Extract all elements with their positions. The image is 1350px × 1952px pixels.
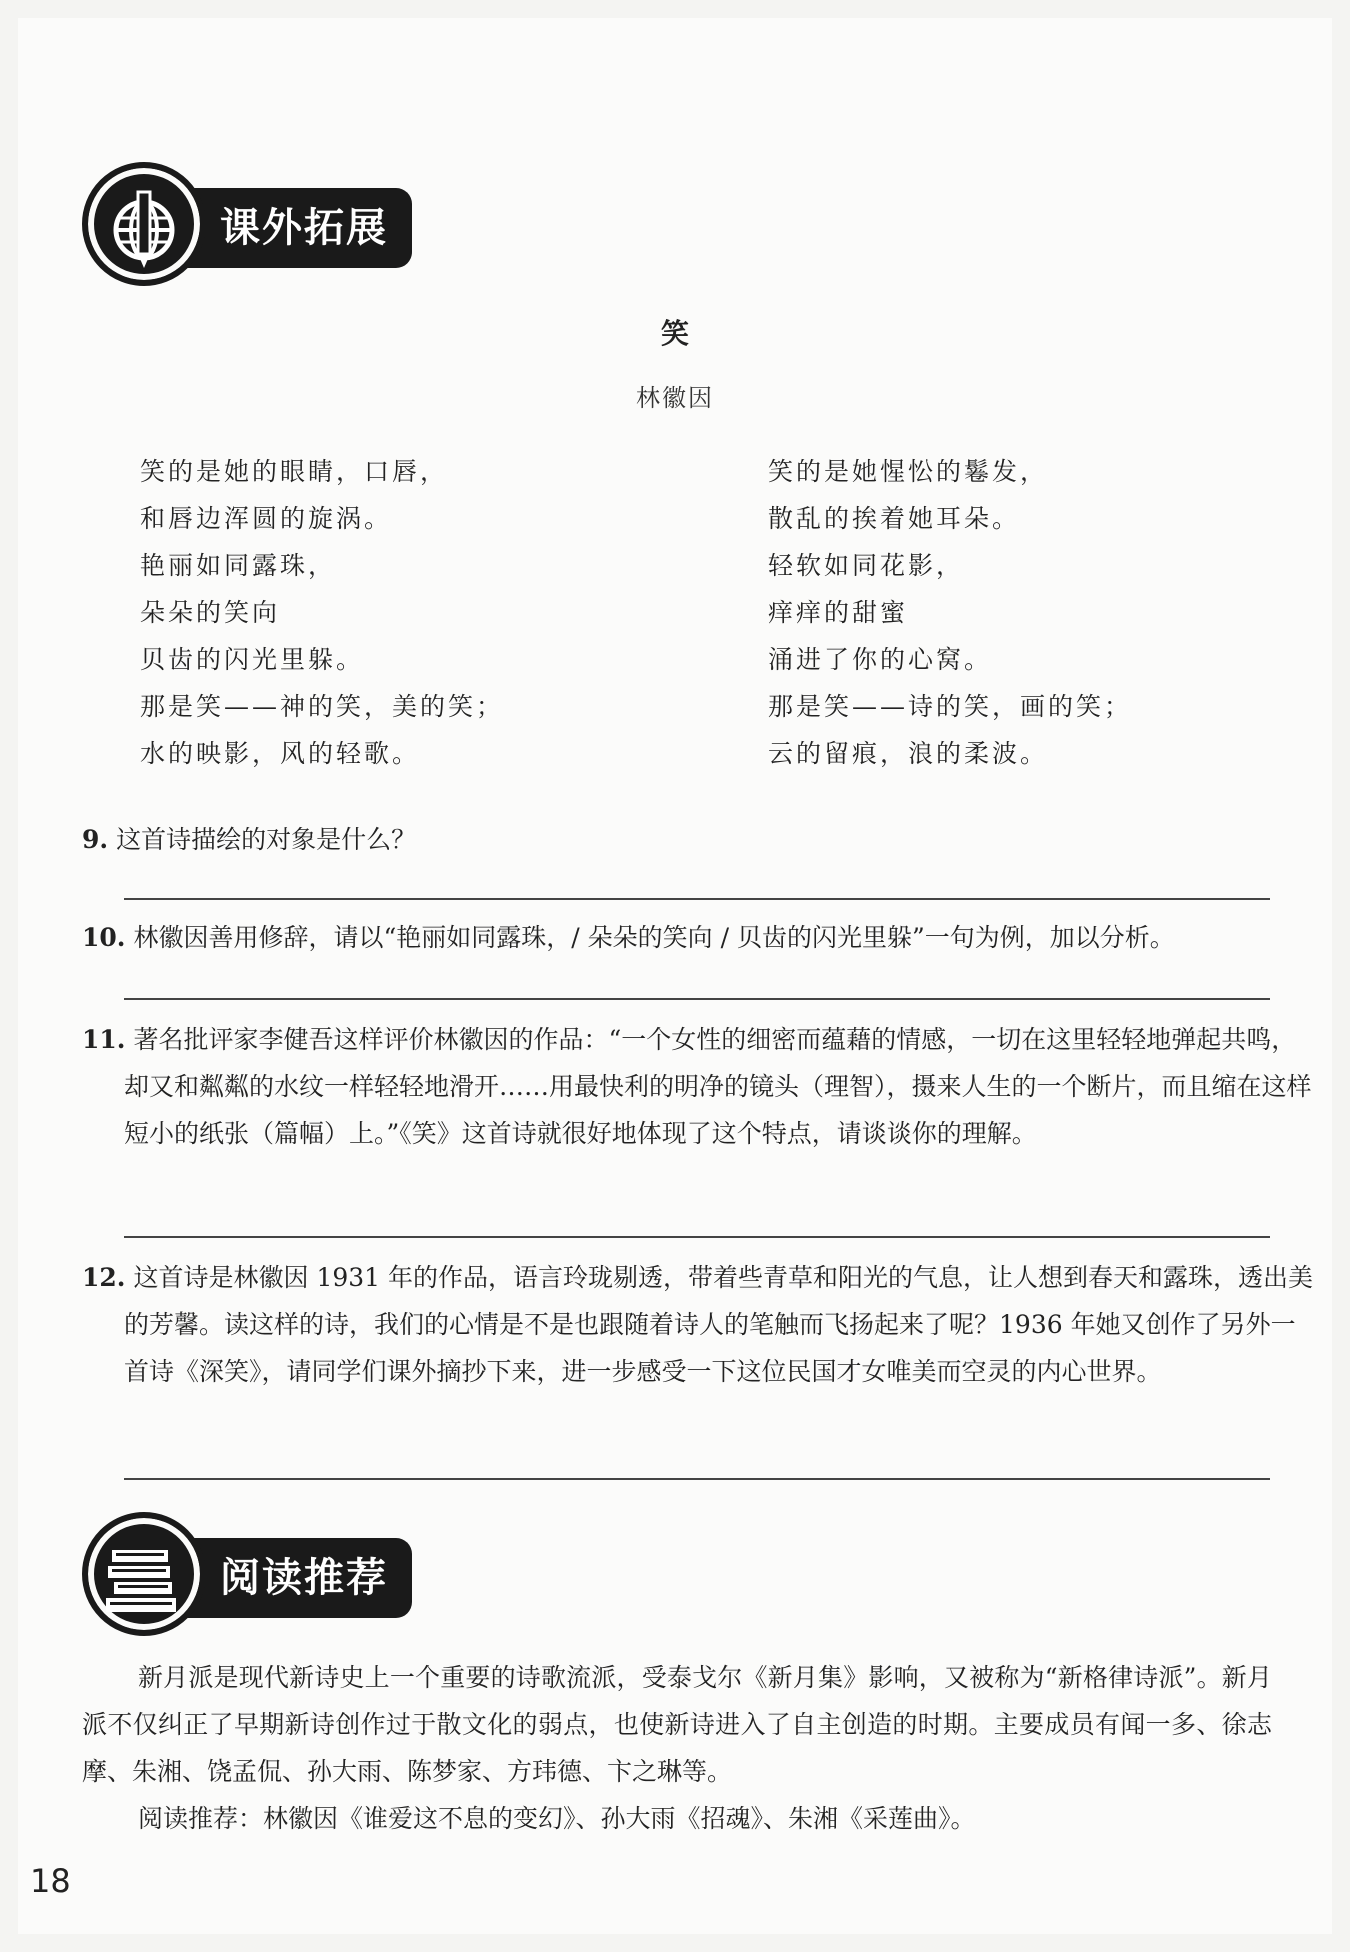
poem-line: 水的映影，风的轻歌。 [140,739,421,768]
question-12 [82,1254,1314,1395]
poem-line: 涌进了你的心窝。 [768,645,993,674]
poem-line: 艳丽如同露珠， [140,551,337,580]
reading-section [82,1654,1272,1842]
question-number: 10. [82,923,126,952]
poem-line: 那是笑——神的笑，美的笑； [140,692,505,721]
poem-stanza-left [140,448,504,777]
question-number: 11. [82,1025,126,1054]
reading-paragraph: 新月派是现代新诗史上一个重要的诗歌流派，受泰戈尔《新月集》影响，又被称为“新格律诗派”。新月派不仅纠正了早期新诗创作过于散文化的弱点，也使新诗进入了自主创造的时期。主要成员有闻一多、徐志摩、朱湘、饶孟侃、孙大雨、陈梦家、方玮德、卞之琳等。 [82,1663,1272,1786]
reading-recommendation: 阅读推荐：林徽因《谁爱这不息的变幻》、孙大雨《招魂》、朱湘《采莲曲》。 [138,1804,976,1833]
poem-author: 林徽因 [636,384,714,412]
question-text: 林徽因善用修辞，请以“艳丽如同露珠，/ 朵朵的笑向 / 贝齿的闪光里躲”一句为例，加以分析。 [133,923,1175,952]
question-10 [82,914,1314,961]
answer-line-11[interactable] [124,1236,1270,1238]
question-text: 著名批评家李健吾这样评价林徽因的作品：“一个女性的细密而蕴藉的情感，一切在这里轻轻地弹起共鸣，却又和粼粼的水纹一样轻轻地滑开……用最快利的明净的镜头（理智），摄来人生的一个断片，而且缩在这样短小的纸张（篇幅）上。”《笑》这首诗就很好地体现了这个特点，请谈谈你的理解。 [124,1025,1312,1148]
answer-line-10[interactable] [124,998,1270,1000]
section-title-extend: 课外拓展 [182,188,412,268]
poem-line: 那是笑——诗的笑，画的笑； [768,692,1133,721]
question-9 [82,816,1314,863]
poem-line: 朵朵的笑向 [140,598,281,627]
section-header-reading [82,1512,402,1642]
poem-title: 笑 [660,317,689,350]
question-text: 这首诗描绘的对象是什么？ [116,825,417,854]
poem-line: 散乱的挨着她耳朵。 [768,504,1021,533]
poem-line: 云的留痕，浪的柔波。 [768,739,1049,768]
globe-pen-icon [82,162,206,286]
section-title-reading: 阅读推荐 [182,1538,412,1618]
question-text: 这首诗是林徽因 1931 年的作品，语言玲珑剔透，带着些青草和阳光的气息，让人想到春天和露珠，透出美的芳馨。读这样的诗，我们的心情是不是也跟随着诗人的笔触而飞扬起来了呢？1936 年她又创作了另外一首诗《深笑》，请同学们课外摘抄下来，进一步感受一下这位民国才女唯美而空灵的内心世界。 [124,1263,1314,1386]
question-11 [82,1016,1314,1157]
answer-line-12[interactable] [124,1478,1270,1480]
poem-line: 贝齿的闪光里躲。 [140,645,365,674]
poem-line: 痒痒的甜蜜 [768,598,909,627]
books-icon [82,1512,206,1636]
poem-stanza-right [768,448,1132,777]
poem-line: 笑的是她惺忪的鬈发， [768,457,1049,486]
poem-line: 和唇边浑圆的旋涡。 [140,504,393,533]
page-background [18,18,1332,1934]
answer-line-9[interactable] [124,898,1270,900]
question-number: 12. [82,1263,126,1292]
section-header-extend [82,162,402,292]
poem-line: 轻软如同花影， [768,551,965,580]
question-number: 9. [82,825,109,854]
poem-line: 笑的是她的眼睛，口唇， [140,457,449,486]
page-number: 18 [30,1862,71,1900]
